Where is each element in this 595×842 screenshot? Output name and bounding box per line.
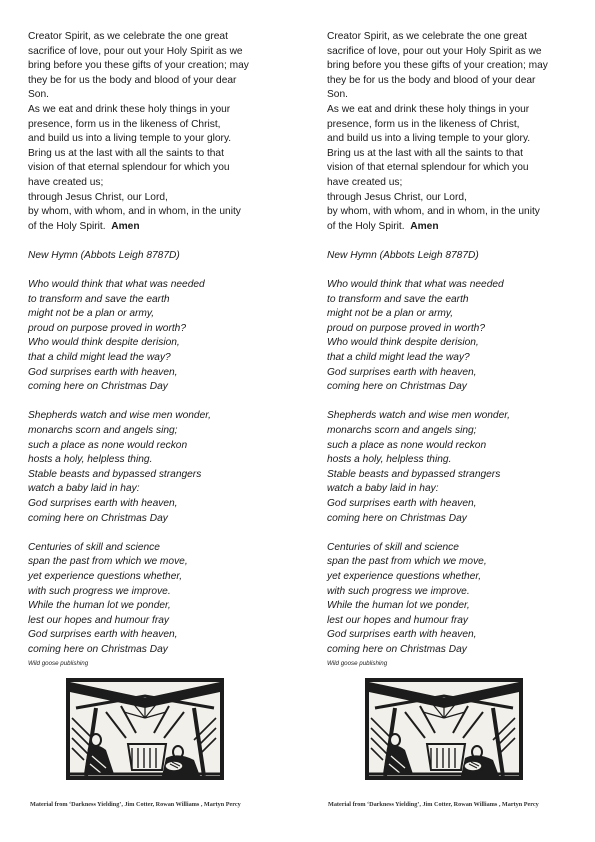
verse-line: to transform and save the earth [28, 293, 170, 305]
prayer-text [327, 30, 595, 234]
hymn-verse-1 [327, 278, 595, 395]
verse-line: God surprises earth with heaven, [28, 498, 178, 509]
verse-line: While the human lot we ponder, [28, 600, 171, 612]
verse-line: span the past from which we move, [28, 556, 188, 568]
prayer-line: have created us; [327, 176, 403, 188]
prayer-line-last [327, 220, 595, 235]
woodcut-art [365, 678, 523, 780]
prayer-line: As we eat and drink these holy things in your [28, 103, 231, 115]
prayer-line: they be for us the body and blood of your dear [28, 74, 237, 86]
nativity-woodcut-image [365, 678, 523, 780]
hymn-verse-2 [28, 409, 298, 526]
verse-line: such a place as none would reckon [28, 439, 188, 451]
amen: Amen [111, 220, 140, 232]
verse-line: Who would think despite derision, [327, 337, 479, 349]
verse-line: such a place as none would reckon [327, 439, 487, 451]
publisher-note: Wild goose publishing [327, 659, 388, 667]
verse-line: that a child might lead the way? [327, 352, 470, 364]
prayer-line: bring before you these gifts of your creation; may [28, 60, 249, 72]
hymn-verse-3 [28, 541, 298, 658]
hymn-verse-2 [327, 409, 595, 526]
verse-line: might not be a plan or army, [28, 308, 155, 320]
nativity-woodcut-image [66, 678, 224, 780]
verse-line: Centuries of skill and science [327, 541, 459, 553]
prayer-line: and build us into a living temple to your glory. [327, 133, 531, 145]
verse-line: God surprises earth with heaven, [28, 629, 178, 641]
prayer-line: presence, form us in the likeness of Christ, [28, 118, 221, 130]
verse-line: coming here on Christmas Day [28, 643, 168, 655]
verse-line: might not be a plan or army, [327, 308, 454, 320]
hymn-verse-3 [327, 541, 595, 658]
verse-line: proud on purpose proved in worth? [327, 322, 486, 334]
verse-line: lest our hopes and humour fray [327, 614, 469, 626]
hymn-verse-1 [28, 278, 298, 395]
right-sheet [327, 30, 595, 668]
verse-line: Stable beasts and bypassed strangers [28, 468, 202, 480]
verse-line: that a child might lead the way? [28, 352, 171, 364]
hymn-title: New Hymn (Abbots Leigh 8787D) [28, 249, 180, 261]
left-sheet [28, 30, 298, 668]
verse-line: yet experience questions whether, [327, 570, 482, 582]
prayer-last-text: of the Holy Spirit. [28, 220, 106, 232]
verse-line: yet experience questions whether, [28, 570, 183, 582]
prayer-line: by whom, with whom, and in whom, in the unity [28, 206, 241, 218]
verse-line: monarchs scorn and angels sing; [28, 425, 178, 437]
verse-line: with such progress we improve. [28, 585, 171, 597]
verse-line: coming here on Christmas Day [28, 512, 168, 524]
prayer-line: presence, form us in the likeness of Christ, [327, 118, 520, 130]
prayer-line: Creator Spirit, as we celebrate the one great [28, 31, 228, 42]
verse-line: watch a baby laid in hay: [327, 483, 439, 495]
verse-line: coming here on Christmas Day [327, 381, 467, 393]
source-credit: Material from ‘Darkness Yielding’, Jim Cotter, Rowan Williams , Martyn Percy [30, 801, 241, 808]
prayer-line: sacrifice of love, pour out your Holy Spirit as we [327, 45, 542, 57]
prayer-line: Creator Spirit, as we celebrate the one great [327, 31, 527, 42]
verse-line: Who would think despite derision, [28, 337, 180, 349]
prayer-line: have created us; [28, 176, 104, 188]
prayer-line: and build us into a living temple to your glory. [28, 133, 232, 145]
prayer-line: sacrifice of love, pour out your Holy Spirit as we [28, 45, 243, 57]
verse-line: with such progress we improve. [327, 585, 470, 597]
verse-line: Centuries of skill and science [28, 541, 160, 553]
verse-line: coming here on Christmas Day [327, 643, 467, 655]
prayer-last-text: of the Holy Spirit. [327, 220, 405, 232]
prayer-line: bring before you these gifts of your creation; may [327, 60, 548, 72]
prayer-line: Son. [28, 89, 49, 101]
prayer-line: they be for us the body and blood of your dear [327, 74, 536, 86]
prayer-line: Son. [327, 89, 348, 101]
prayer-line: through Jesus Christ, our Lord, [327, 191, 467, 203]
verse-line: God surprises earth with heaven, [28, 366, 178, 378]
amen: Amen [410, 220, 439, 232]
prayer-line: As we eat and drink these holy things in your [327, 103, 530, 115]
verse-line: Stable beasts and bypassed strangers [327, 468, 501, 480]
verse-line: Shepherds watch and wise men wonder, [327, 410, 510, 422]
prayer-line: by whom, with whom, and in whom, in the unity [327, 206, 540, 218]
publisher-note: Wild goose publishing [28, 659, 89, 667]
source-credit: Material from ‘Darkness Yielding’, Jim Cotter, Rowan Williams , Martyn Percy [328, 801, 539, 808]
verse-line: God surprises earth with heaven, [327, 366, 477, 378]
verse-line: monarchs scorn and angels sing; [327, 425, 477, 437]
prayer-line: through Jesus Christ, our Lord, [28, 191, 168, 203]
prayer-line: Bring us at the last with all the saints to that [327, 147, 523, 159]
verse-line: coming here on Christmas Day [327, 512, 467, 524]
verse-line: While the human lot we ponder, [327, 600, 470, 612]
verse-line: watch a baby laid in hay: [28, 483, 140, 495]
verse-line: lest our hopes and humour fray [28, 614, 170, 626]
verse-line: Shepherds watch and wise men wonder, [28, 410, 211, 422]
verse-line: span the past from which we move, [327, 556, 487, 568]
verse-line: Who would think that what was needed [28, 279, 205, 291]
prayer-line: vision of that eternal splendour for which you [327, 162, 529, 174]
verse-line: God surprises earth with heaven, [327, 498, 477, 509]
verse-line: to transform and save the earth [327, 293, 469, 305]
prayer-line-last [28, 220, 298, 235]
verse-line: proud on purpose proved in worth? [28, 322, 187, 334]
hymn-title: New Hymn (Abbots Leigh 8787D) [327, 249, 479, 261]
prayer-line: Bring us at the last with all the saints to that [28, 147, 224, 159]
verse-line: God surprises earth with heaven, [327, 629, 477, 641]
verse-line: coming here on Christmas Day [28, 381, 168, 393]
verse-line: Who would think that what was needed [327, 279, 504, 291]
prayer-line: vision of that eternal splendour for which you [28, 162, 230, 174]
woodcut-art [66, 678, 224, 780]
verse-line: hosts a holy, helpless thing. [327, 454, 452, 466]
verse-line: hosts a holy, helpless thing. [28, 454, 153, 466]
prayer-text [28, 30, 298, 234]
